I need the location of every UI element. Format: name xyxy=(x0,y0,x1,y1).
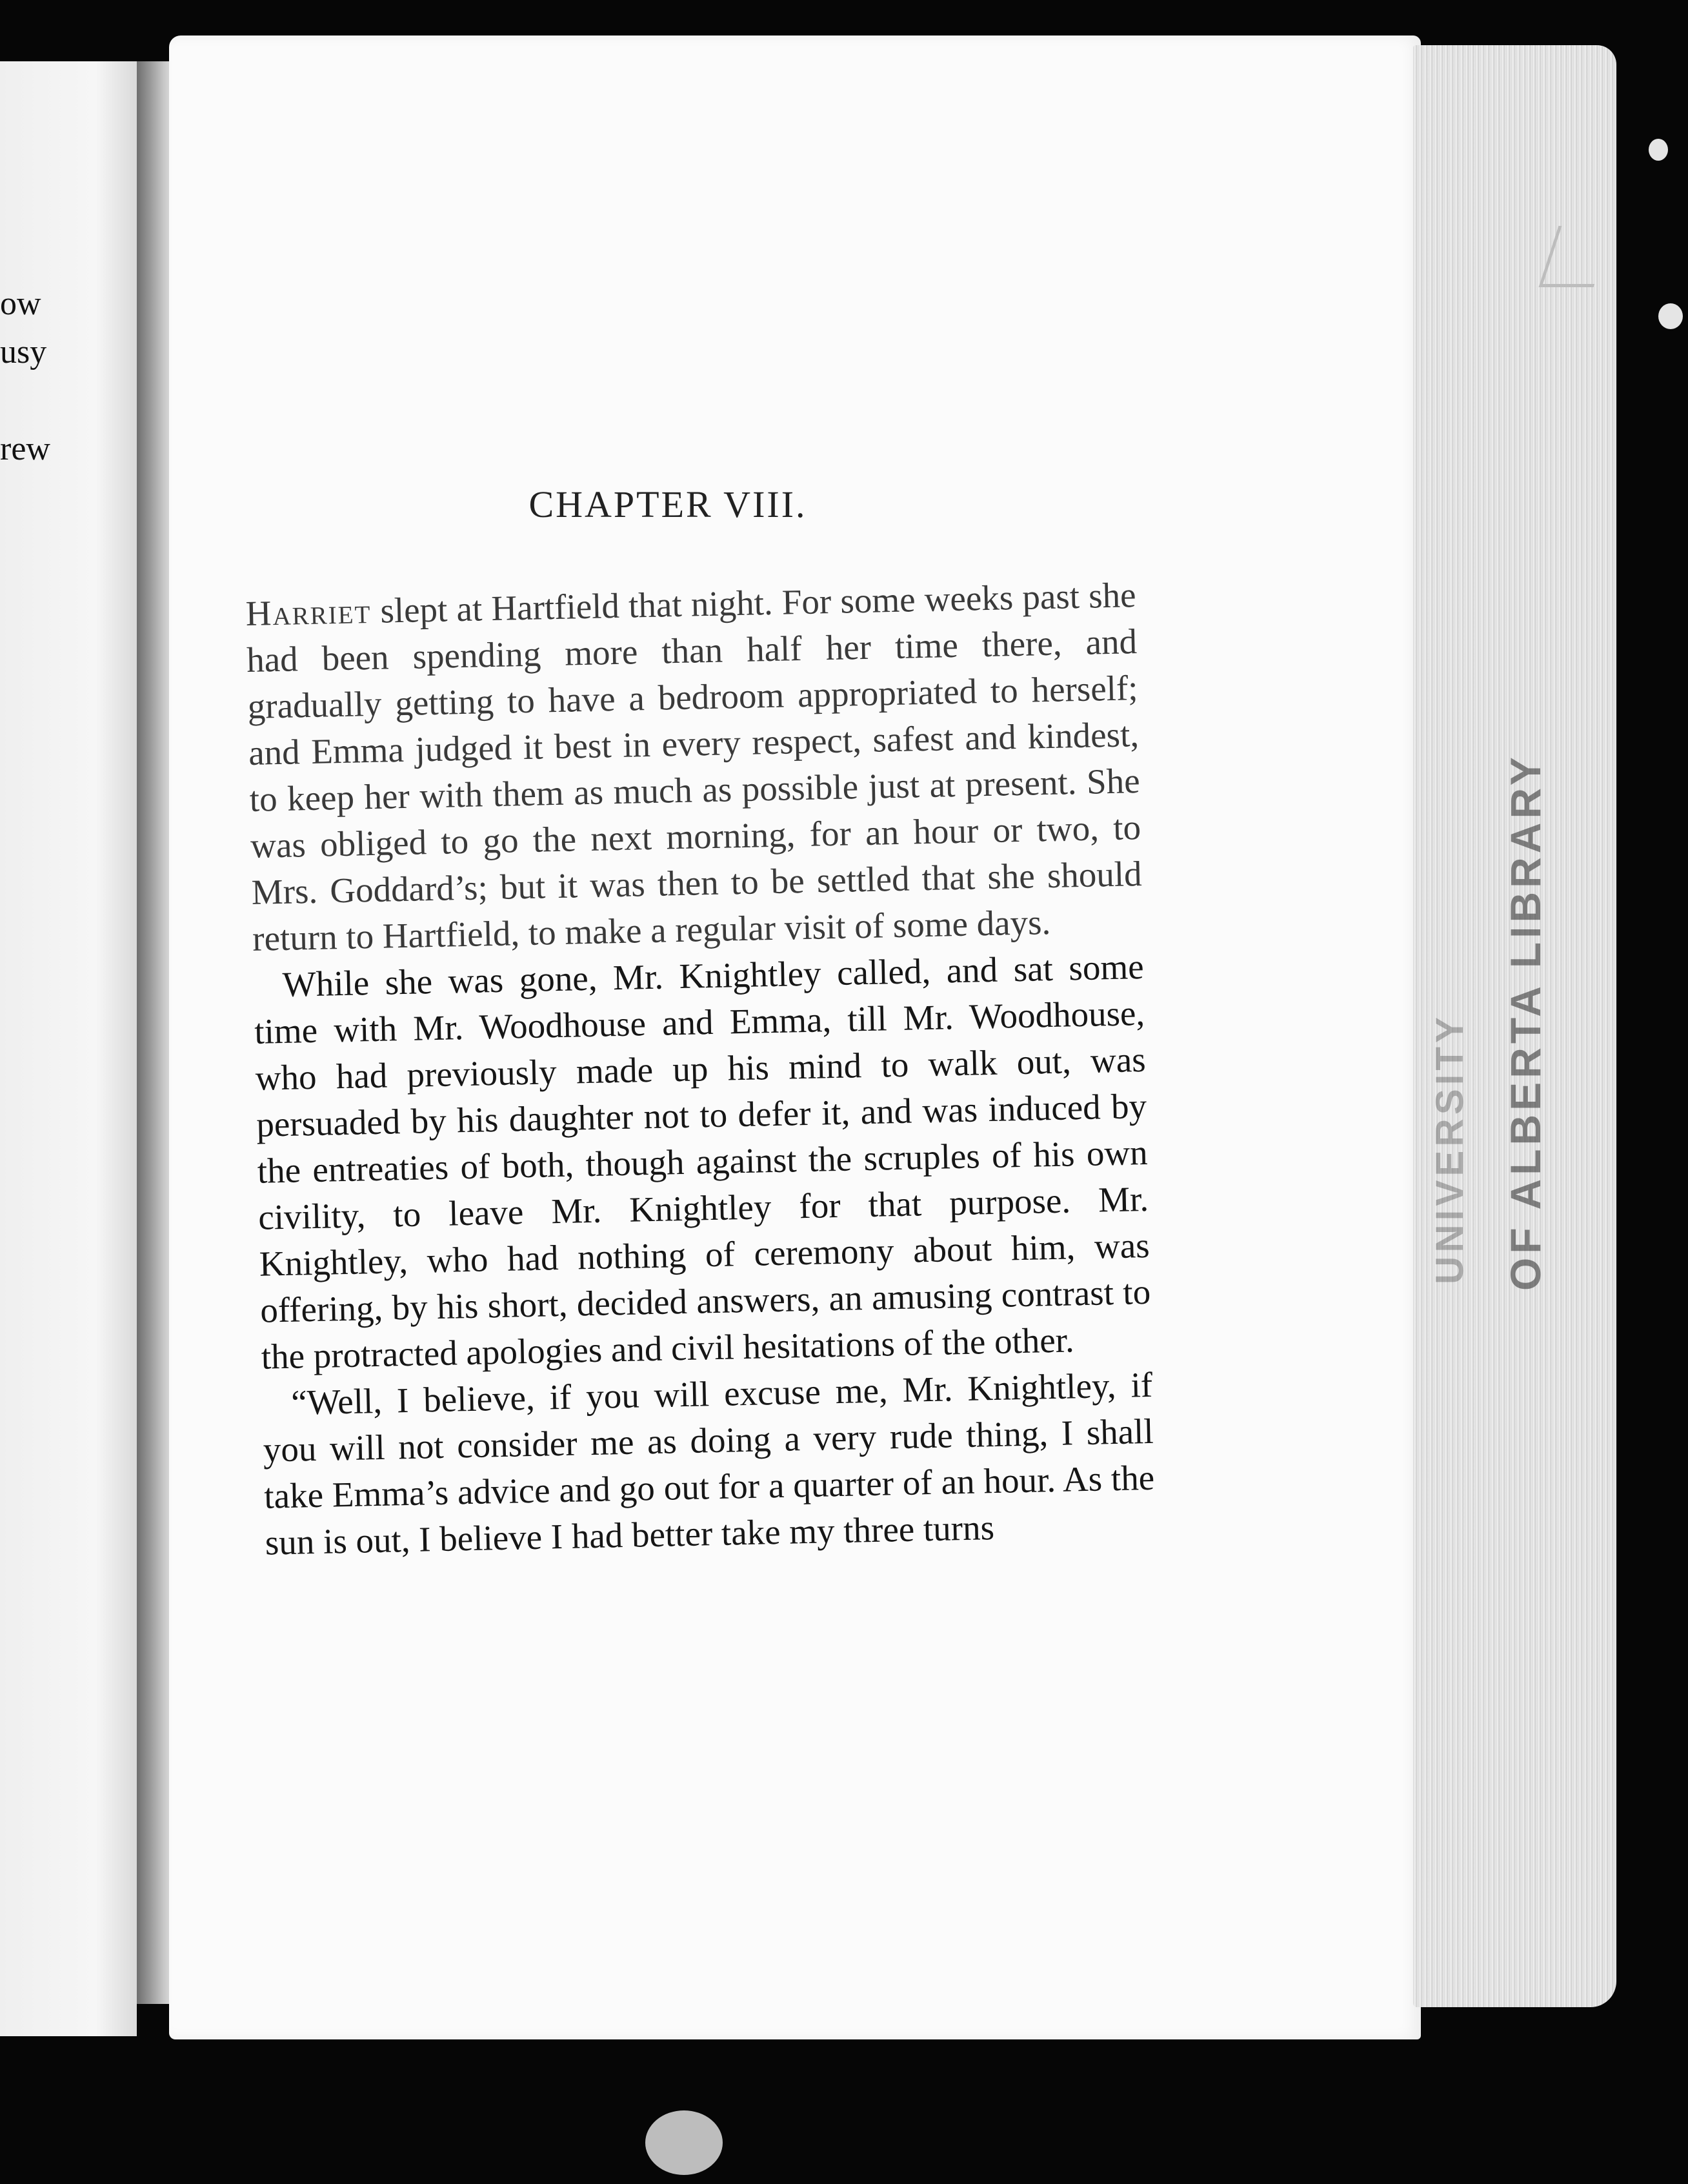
dust-speck xyxy=(1649,139,1668,161)
dust-speck xyxy=(1658,303,1683,329)
chapter-title: CHAPTER VIII. xyxy=(528,483,807,525)
paragraph: “Well, I believe, if you will excuse me, Mr. Knightley, if you will not consider me as doing a very rude thing, I shall take Emma’s advice and go out for a quarter of an hour. As the sun is out, I believe I had better take my three turns xyxy=(263,1364,1155,1562)
left-page-fragment: ow xyxy=(0,285,41,322)
paragraph-lead-word: Harriet xyxy=(245,591,372,633)
left-page-fragment: rew xyxy=(0,430,50,467)
dust-speck xyxy=(645,2110,723,2175)
library-stamp-line: OF ALBERTA LIBRARY xyxy=(1502,753,1549,1291)
paragraph: While she was gone, Mr. Knightley called, and sat some time with Mr. Woodhouse and Emma, till Mr. Woodhouse, who had previously made up his mind to walk out, was persuaded by his daughter not to defer it, and was induced by the entreaties of both, though against the scruples of his own civility, to leave Mr. Knightley for that purpose. Mr. Knightley, who had nothing of ceremony about him, was offering, by his short, decided answers, an amusing contrast to the protracted apologies and civil hesitations of the other. xyxy=(254,946,1151,1377)
left-page-fragment: usy xyxy=(0,334,47,370)
left-page-edge xyxy=(0,61,137,2036)
paragraph xyxy=(245,572,1143,962)
paragraph-text: slept at Hartfield that night. For some weeks past she had been spending more than half her time there, and gradually getting to have a bedroom appropriated to herself; and Emma judged it best in every respect, safest and kindest, to keep her with them as much as possible just at present. She was obliged to go the next morning, for an hour or two, to Mrs. Goddard’s; but it was then to be settled that she should return to Hartfield, to make a regular visit of some days. xyxy=(246,575,1143,958)
library-stamp-line: UNIVERSITY xyxy=(1428,1013,1471,1284)
page-body-text xyxy=(245,572,1156,1566)
